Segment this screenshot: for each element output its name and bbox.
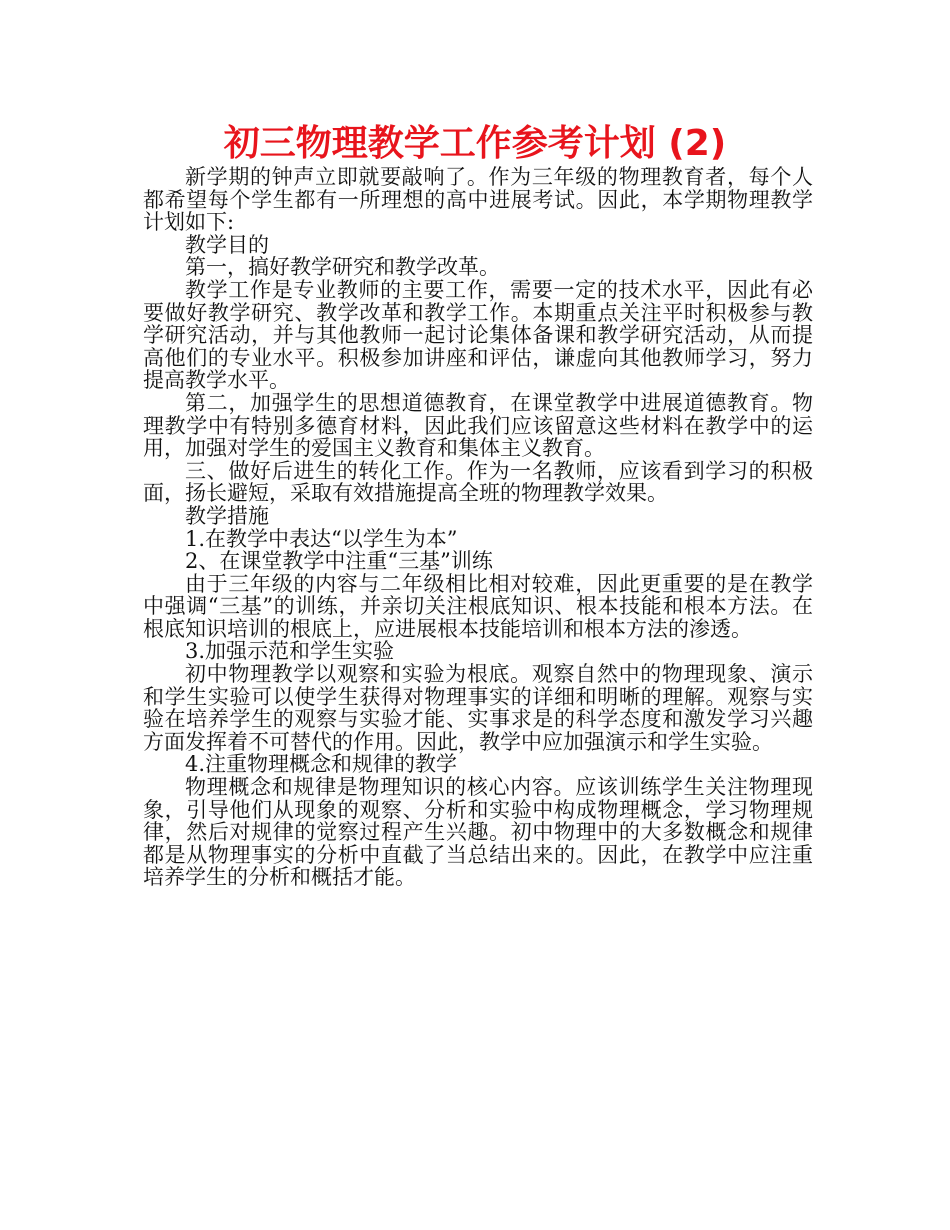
paragraph: 由于三年级的内容与二年级相比相对较难，因此更重要的是在教学中强调“三基”的训练，并亲切关注根底知识、根本技能和根本方法。在根底知识培训的根底上，应进展根本技能培训和根本方法的渗透。 bbox=[143, 571, 813, 641]
section-heading: 教学措施 bbox=[185, 503, 269, 528]
section-heading: 教学目的 bbox=[185, 232, 269, 257]
paragraph: 物理概念和规律是物理知识的核心内容。应该训练学生关注物理现象，引导他们从现象的观察、分析和实验中构成物理概念，学习物理规律，然后对规律的觉察过程产生兴趣。初中物理中的大多数概念和规律都是从物理事实的分析中直截了当总结出来的。因此，在教学中应注重培养学生的分析和概括才能。 bbox=[143, 775, 813, 890]
paragraph: 第二，加强学生的思想道德教育，在课堂教学中进展道德教育。物理教学中有特别多德育材料，因此我们应该留意这些材料在教学中的运用，加强对学生的爱国主义教育和集体主义教育。 bbox=[143, 390, 813, 461]
paragraph: 初中物理教学以观察和实验为根底。观察自然中的物理现象、演示和学生实验可以使学生获得对物理事实的详细和明晰的理解。观察与实验在培养学生的观察与实验才能、实事求是的科学态度和激发学习兴趣方面发挥着不可替代的作用。因此，教学中应加强演示和学生实验。 bbox=[143, 662, 813, 754]
paragraph: 三、做好后进生的转化工作。作为一名教师，应该看到学习的积极面，扬长避短，采取有效措施提高全班的物理教学效果。 bbox=[143, 458, 813, 506]
paragraph: 第一，搞好教学研究和教学改革。 bbox=[185, 255, 500, 280]
paragraph: 教学工作是专业教师的主要工作，需要一定的技术水平，因此有必要做好教学研究、教学改革和教学工作。本期重点关注平时积极参与教学研究活动，并与其他教师一起讨论集体备课和教学研究活动，从而提高他们的专业水平。积极参加讲座和评估，谦虚向其他教师学习，努力提高教学水平。 bbox=[143, 277, 813, 393]
document-body bbox=[143, 166, 813, 889]
list-item: 1.在教学中表达“以学生为本” bbox=[185, 526, 458, 551]
list-item: 3.加强示范和学生实验 bbox=[185, 639, 395, 664]
list-item: 4.注重物理概念和规律的教学 bbox=[185, 752, 458, 777]
paragraph: 新学期的钟声立即就要敲响了。作为三年级的物理教育者，每个人都希望每个学生都有一所理想的高中进展考试。因此，本学期物理教学计划如下: bbox=[143, 165, 813, 235]
page-title: 初三物理教学工作参考计划 (2) bbox=[223, 123, 727, 164]
list-item: 2、在课堂教学中注重“三基”训练 bbox=[185, 549, 493, 574]
